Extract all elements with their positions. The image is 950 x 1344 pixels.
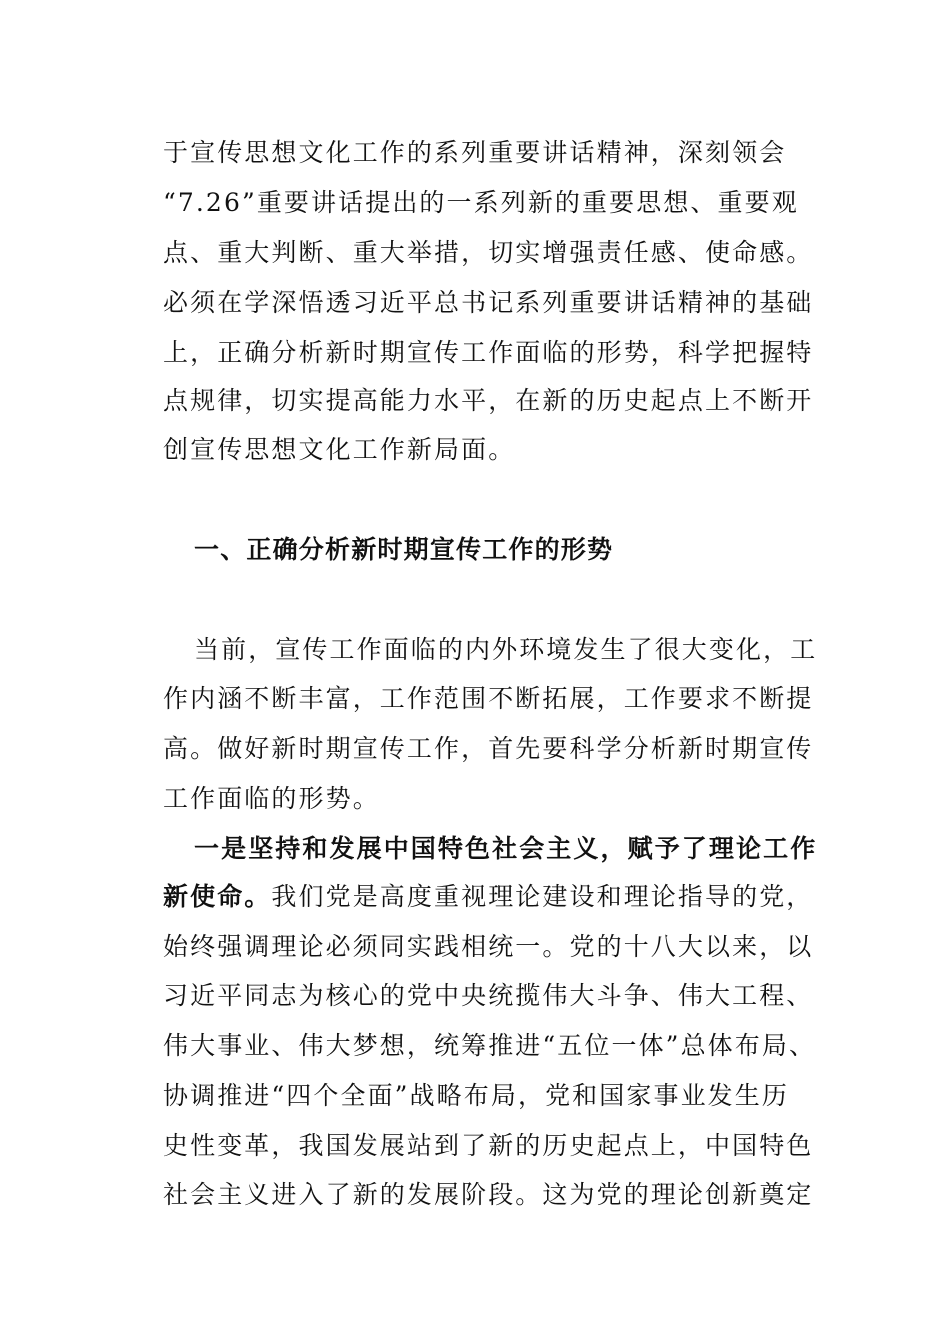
paragraph-3-line-3: 始终强调理论必须同实践相统一。党的十八大以来，以 [163, 932, 814, 961]
paragraph-3-line-4: 习近平同志为核心的党中央统揽伟大斗争、伟大工程、 [163, 981, 814, 1010]
paragraph-3-line-7: 史性变革，我国发展站到了新的历史起点上，中国特色 [163, 1131, 814, 1160]
paragraph-3-line-8: 社会主义进入了新的发展阶段。这为党的理论创新奠定 [163, 1180, 814, 1209]
paragraph-3-line-2-text: 我们党是高度重视理论建设和理论指导的党， [271, 882, 814, 911]
paragraph-2-line-3: 高。做好新时期宣传工作，首先要科学分析新时期宣传 [163, 734, 814, 763]
paragraph-1-line-6: 点规律，切实提高能力水平，在新的历史起点上不断开 [163, 386, 814, 415]
paragraph-1-line-3: 点、重大判断、重大举措，切实增强责任感、使命感。 [163, 238, 814, 267]
paragraph-1-line-5: 上，正确分析新时期宣传工作面临的形势，科学把握特 [163, 338, 814, 367]
paragraph-3-bold-line: 一是坚持和发展中国特色社会主义，赋予了理论工作 [194, 834, 818, 863]
paragraph-1-line-2: “7.26”重要讲话提出的一系列新的重要思想、重要观 [163, 188, 799, 217]
paragraph-2-line-1: 当前，宣传工作面临的内外环境发生了很大变化，工 [194, 635, 818, 664]
paragraph-2-line-4: 工作面临的形势。 [163, 784, 380, 813]
paragraph-3-bold-lead: 新使命。 [163, 882, 272, 911]
paragraph-3-line-5: 伟大事业、伟大梦想，统筹推进“五位一体”总体布局、 [163, 1031, 817, 1060]
paragraph-2-line-2: 作内涵不断丰富，工作范围不断拓展，工作要求不断提 [163, 684, 814, 713]
paragraph-1-line-1: 于宣传思想文化工作的系列重要讲话精神，深刻领会 [163, 138, 787, 167]
paragraph-3-line-6: 协调推进“四个全面”战略布局，党和国家事业发生历 [163, 1081, 789, 1110]
paragraph-1-line-7: 创宣传思想文化工作新局面。 [163, 435, 516, 464]
paragraph-3-line-2 [163, 882, 814, 912]
section-heading: 一、正确分析新时期宣传工作的形势 [194, 535, 614, 564]
paragraph-1-line-4: 必须在学深悟透习近平总书记系列重要讲话精神的基础 [163, 288, 814, 317]
